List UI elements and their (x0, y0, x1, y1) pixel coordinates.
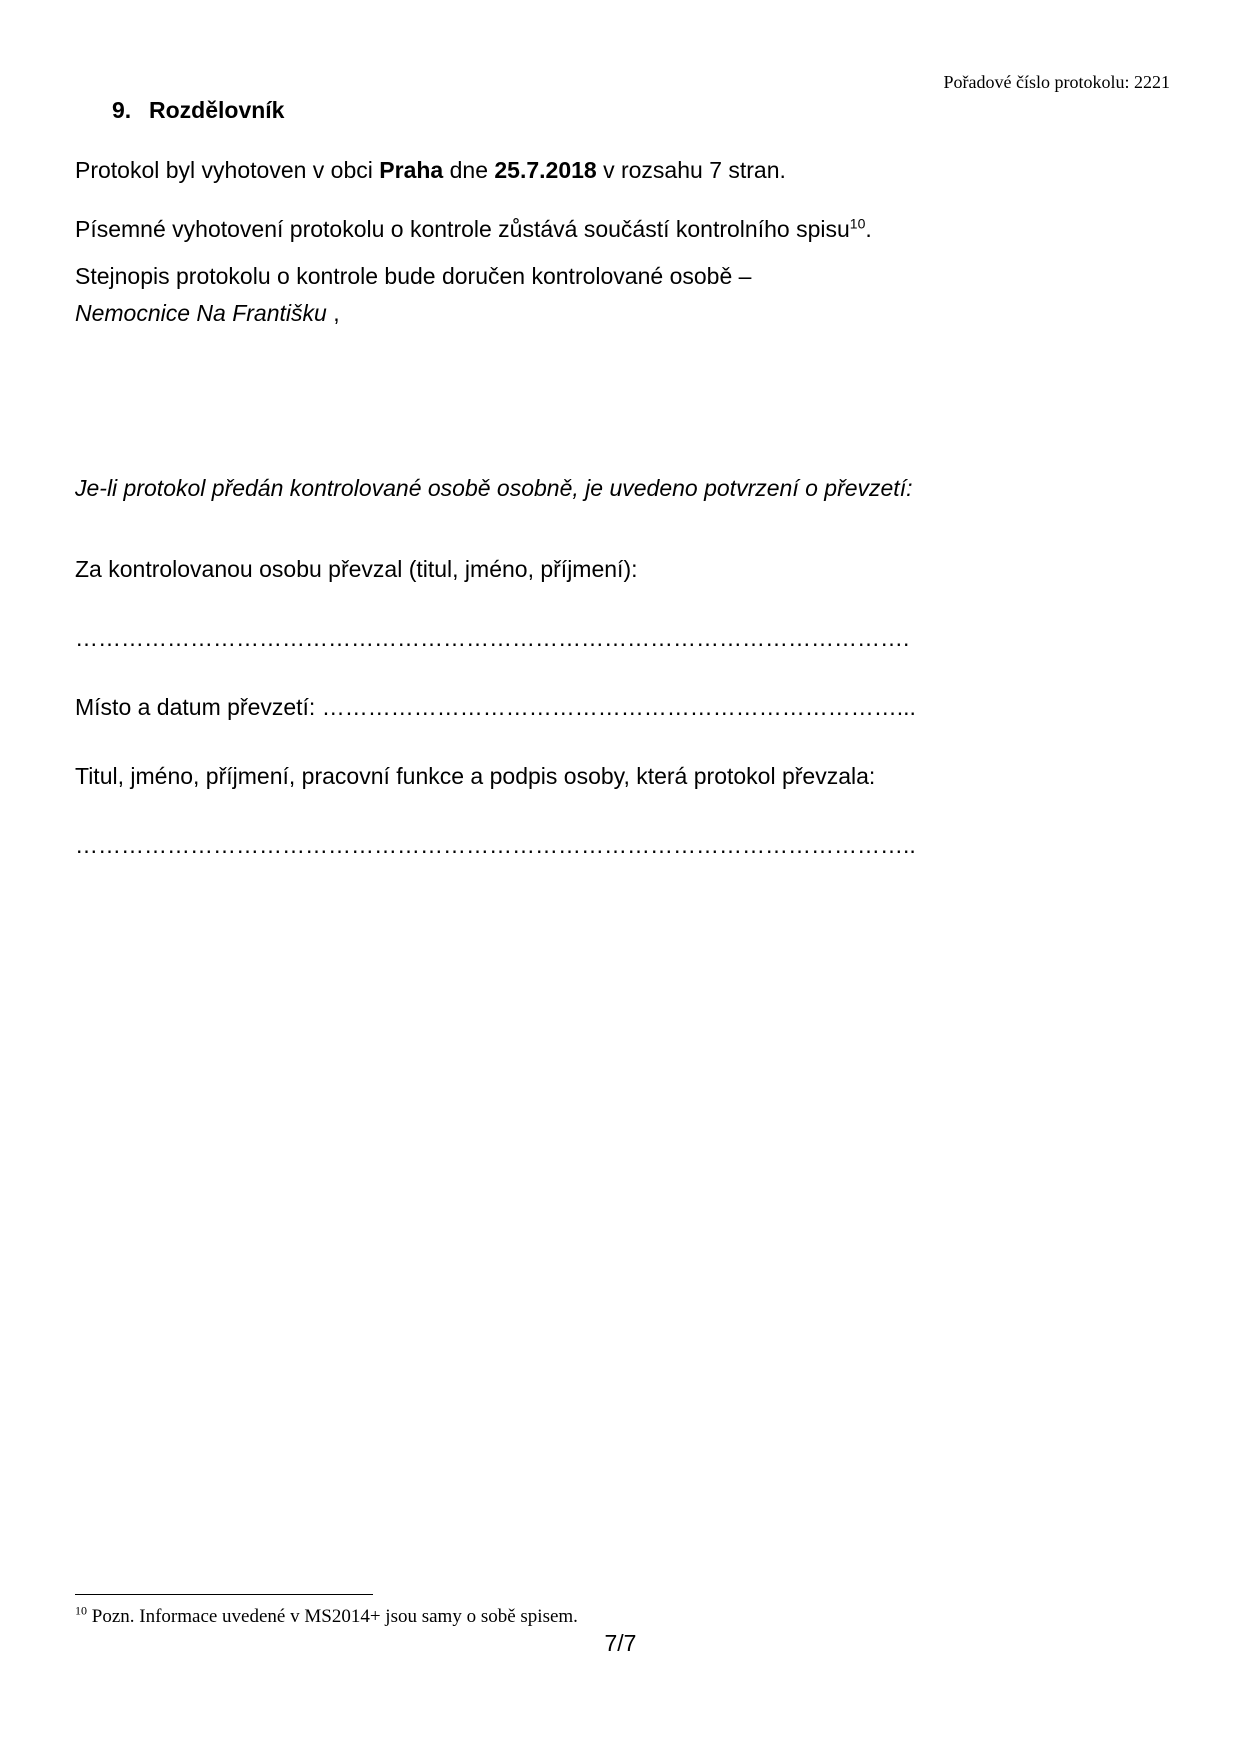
written-copy-text: Písemné vyhotovení protokolu o kontrole zůstává součástí kontrolního spisu (75, 216, 850, 242)
issued-prefix: Protokol byl vyhotoven v obci (75, 157, 380, 183)
written-copy-end: . (865, 216, 872, 242)
place-date-row (75, 694, 916, 721)
recipient-end: , (326, 300, 340, 326)
footnote-reference: 10 (849, 215, 866, 232)
issued-suffix: v rozsahu 7 stran. (596, 157, 786, 183)
section-heading (112, 97, 284, 124)
footnote-number: 10 (75, 1603, 87, 1618)
issued-place: Praha (379, 157, 444, 183)
paragraph-written-copy (75, 216, 872, 243)
footnote-separator (75, 1594, 373, 1595)
signature-label: Titul, jméno, příjmení, pracovní funkce a podpis osoby, která protokol převzala: (75, 763, 876, 789)
footnote-text: Pozn. Informace uvedené v MS2014+ jsou samy o sobě spisem. (87, 1606, 578, 1627)
received-by-field: ………………………………………………………………………………………………. (75, 625, 910, 651)
place-date-label: Místo a datum převzetí: (75, 694, 322, 720)
received-by-label: Za kontrolovanou osobu převzal (titul, jméno, příjmení): (75, 556, 638, 582)
place-date-field: …………………………………………………………………... (321, 694, 916, 720)
protocol-number: Pořadové číslo protokolu: 2221 (943, 72, 1170, 92)
section-title: Rozdělovník (149, 97, 285, 123)
recipient-name: Nemocnice Na Františku (75, 300, 327, 326)
paragraph-duplicate-delivery: Stejnopis protokolu o kontrole bude doručen kontrolované osobě – (75, 263, 752, 289)
handover-note: Je-li protokol předán kontrolované osobě osobně, je uvedeno potvrzení o převzetí: (75, 475, 913, 501)
signature-field: ……………………………………………………………………………………………….. (75, 832, 916, 858)
recipient-line (75, 300, 340, 327)
section-number: 9. (112, 97, 132, 123)
footnote (75, 1603, 578, 1628)
issued-date: 25.7.2018 (494, 157, 597, 183)
issued-mid: dne (443, 157, 495, 183)
page-number: 7/7 (604, 1630, 637, 1656)
paragraph-protocol-issued (75, 157, 786, 184)
